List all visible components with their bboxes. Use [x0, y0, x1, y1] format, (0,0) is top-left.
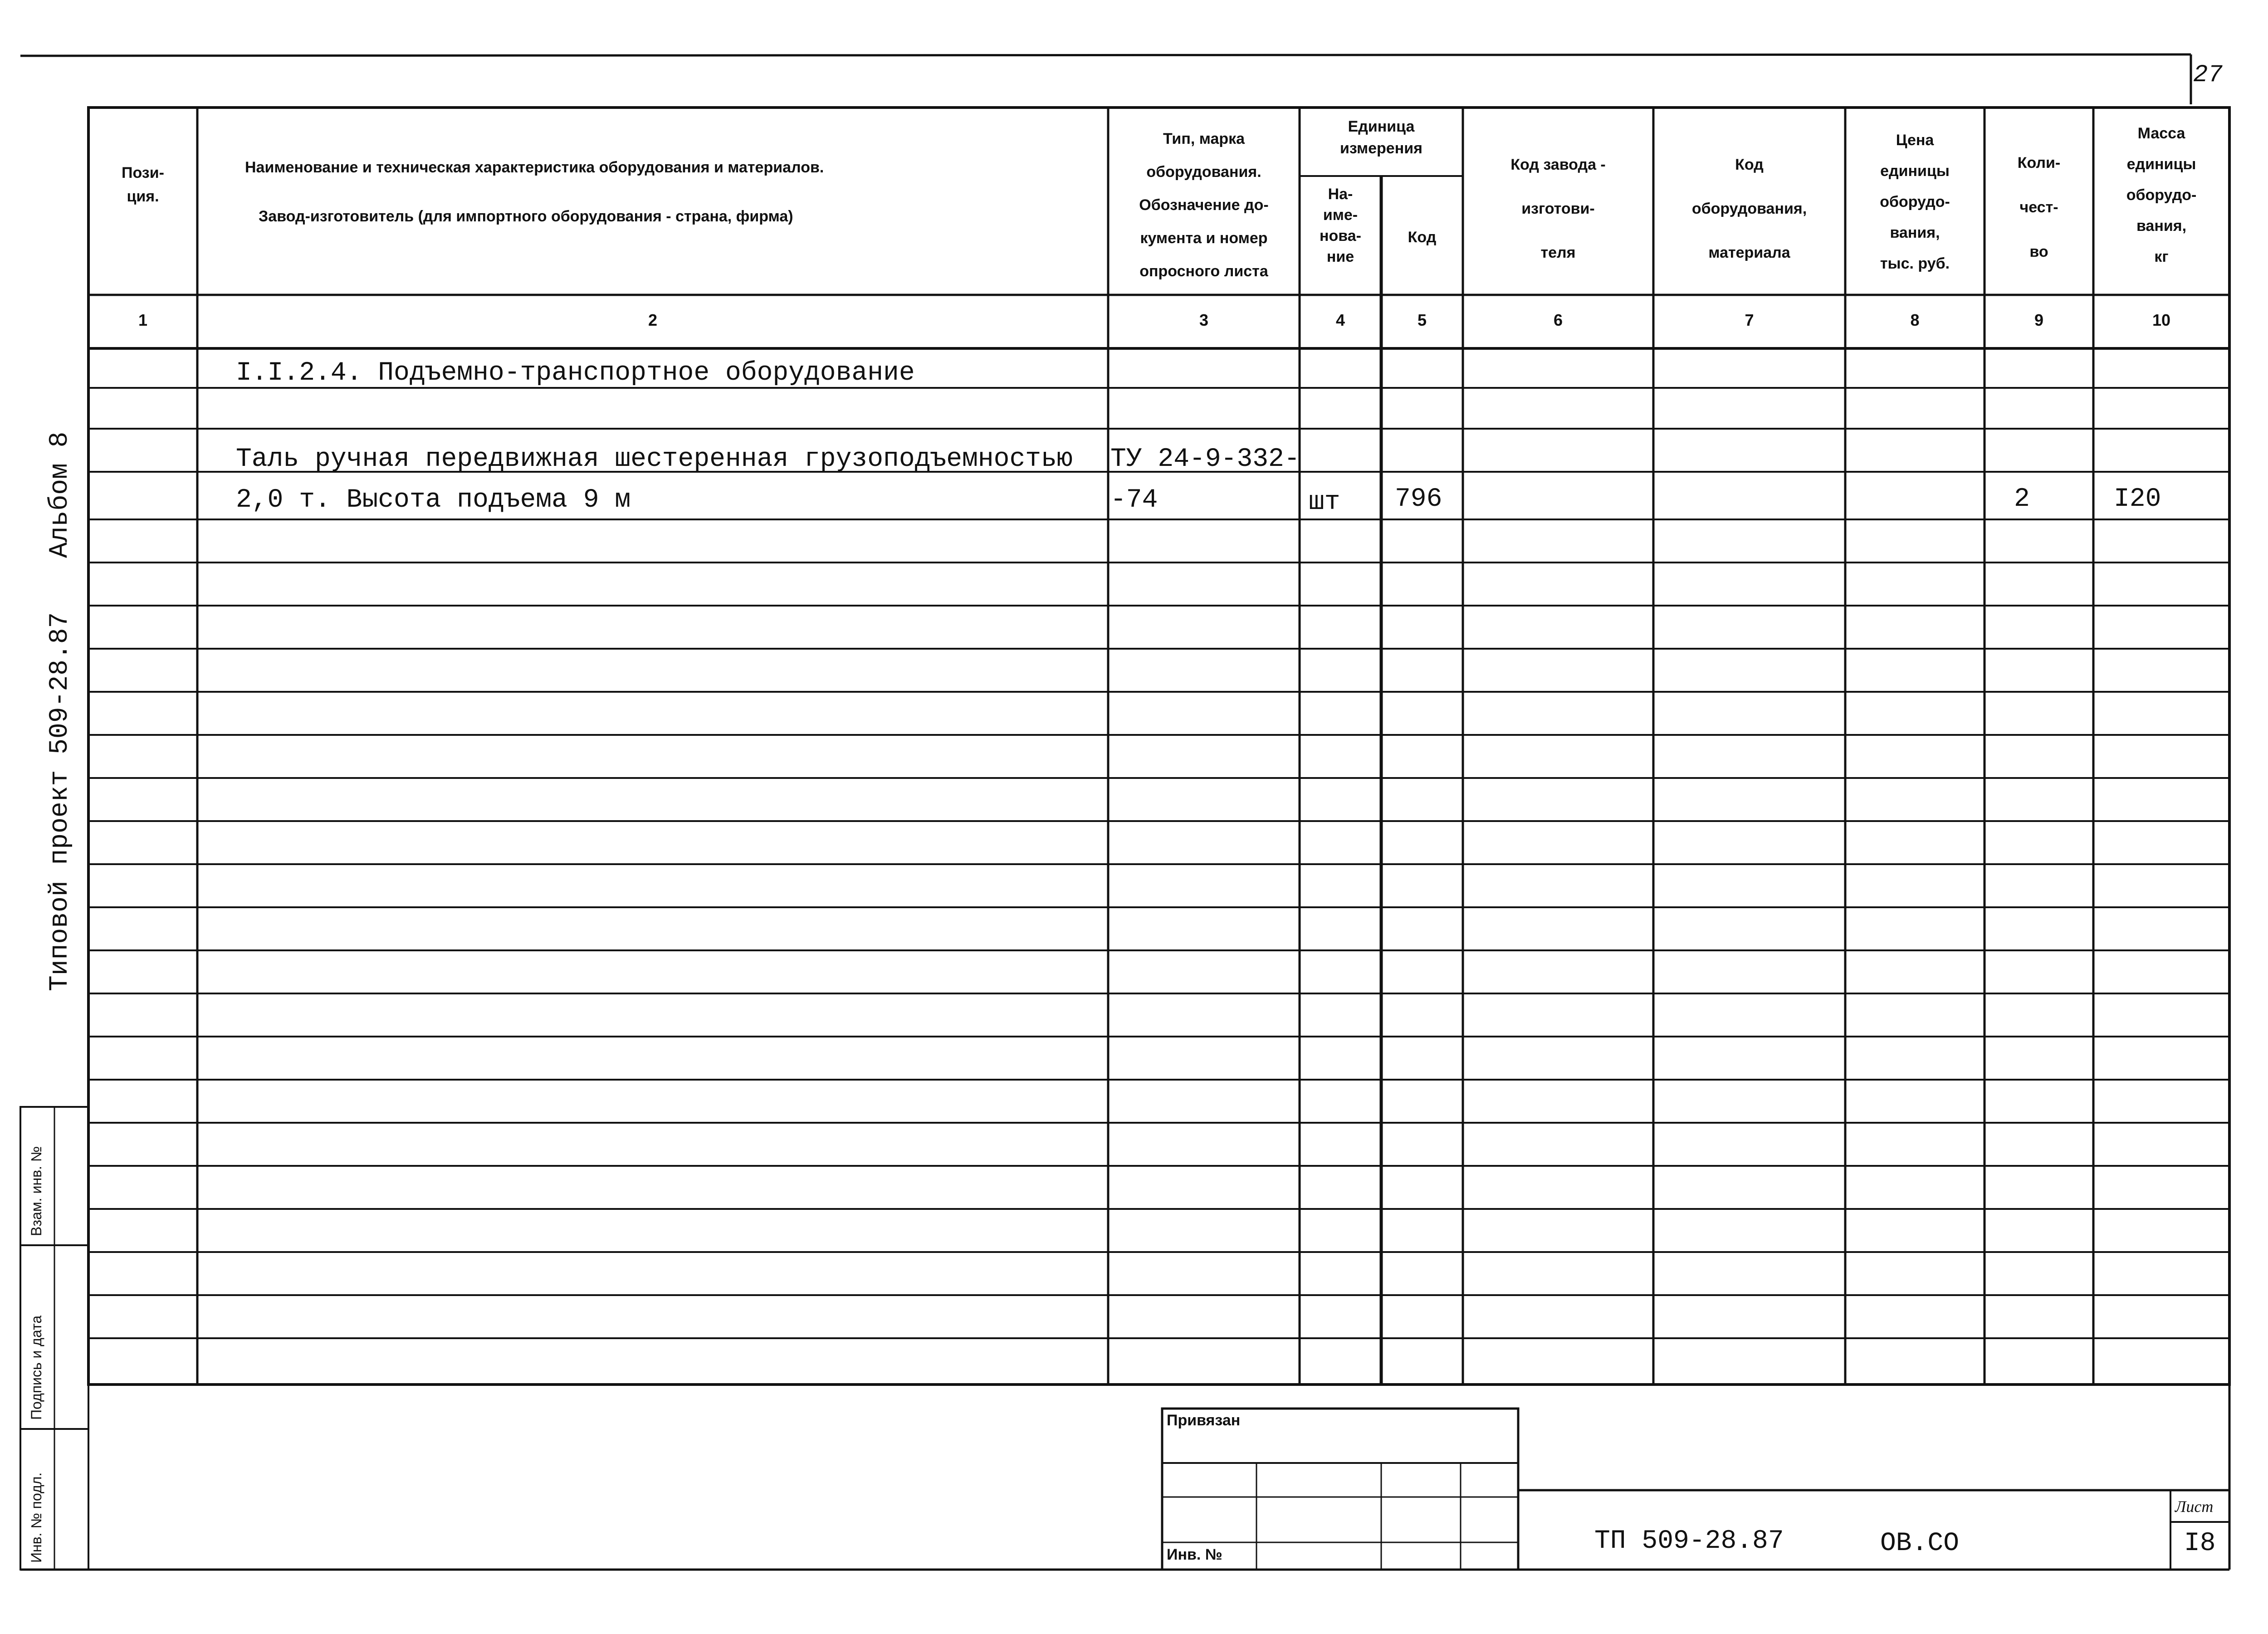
header-price: Цена единицы оборудо- вания, тыс. руб.	[1880, 132, 1950, 272]
header-mass: Масса единицы оборудо- вания, кг	[2126, 125, 2197, 265]
list-label: Лист	[2175, 1497, 2214, 1516]
header-equipment-code: Код оборудования, материала	[1691, 156, 1807, 261]
column-number: 10	[2152, 311, 2171, 329]
column-number: 8	[1910, 311, 1920, 329]
stamp-podpis-data: Подпись и дата	[28, 1315, 44, 1420]
column-number: 5	[1417, 311, 1427, 329]
project-label: Типовой проект 509-28.87	[45, 612, 75, 991]
column-number: 2	[648, 311, 658, 329]
item-name-line2: 2,0 т. Высота подъема 9 м	[236, 485, 631, 515]
album-label: Альбом 8	[45, 431, 75, 558]
column-number: 9	[2034, 311, 2044, 329]
header-unit-name: На- име- нова- ние	[1320, 186, 1361, 265]
header-unit-group: Единица измерения	[1340, 118, 1422, 157]
section-title: I.I.2.4. Подъемно-транспортное оборудование	[236, 358, 915, 388]
item-quantity: 2	[2014, 484, 2030, 514]
list-number: I8	[2184, 1529, 2216, 1558]
item-unit-code: 796	[1395, 484, 1442, 514]
column-number: 3	[1199, 311, 1209, 329]
item-mass: I20	[2114, 484, 2161, 514]
item-name-line1: Таль ручная передвижная шестеренная грузоподъемностью	[236, 445, 1073, 474]
stamp-vzam-inv: Взам. инв. №	[28, 1146, 44, 1236]
header-factory-code: Код завода - изготови- теля	[1510, 156, 1606, 261]
column-number: 7	[1745, 311, 1754, 329]
column-number: 1	[138, 311, 148, 329]
designation: ТП 509-28.87	[1594, 1526, 1784, 1556]
header-unit-code: Код	[1408, 229, 1437, 246]
privyazan-label: Привязан	[1167, 1412, 1241, 1429]
header-quantity: Коли- чест- во	[2017, 154, 2061, 260]
header-name-line1: Наименование и техническая характеристика оборудования и материалов.	[245, 159, 824, 176]
stamp-inv-podl: Инв. № подл.	[28, 1472, 44, 1563]
inv-no-label: Инв. №	[1167, 1546, 1222, 1563]
item-type-line2: -74	[1110, 485, 1158, 515]
column-number: 4	[1335, 311, 1345, 329]
item-unit-name: шт	[1309, 488, 1340, 517]
doc-code: ОВ.СО	[1880, 1529, 1960, 1558]
item-type-line1: ТУ 24-9-332-	[1110, 445, 1300, 474]
header-type: Тип, марка оборудования. Обозначение до- кумента и номер опросного листа	[1139, 130, 1269, 280]
column-number: 6	[1553, 311, 1563, 329]
top-page-number: 27	[2193, 61, 2223, 89]
header-position: Пози- ция.	[122, 164, 164, 205]
header-name-line2: Завод-изготовитель (для импортного оборудования - страна, фирма)	[259, 208, 793, 225]
